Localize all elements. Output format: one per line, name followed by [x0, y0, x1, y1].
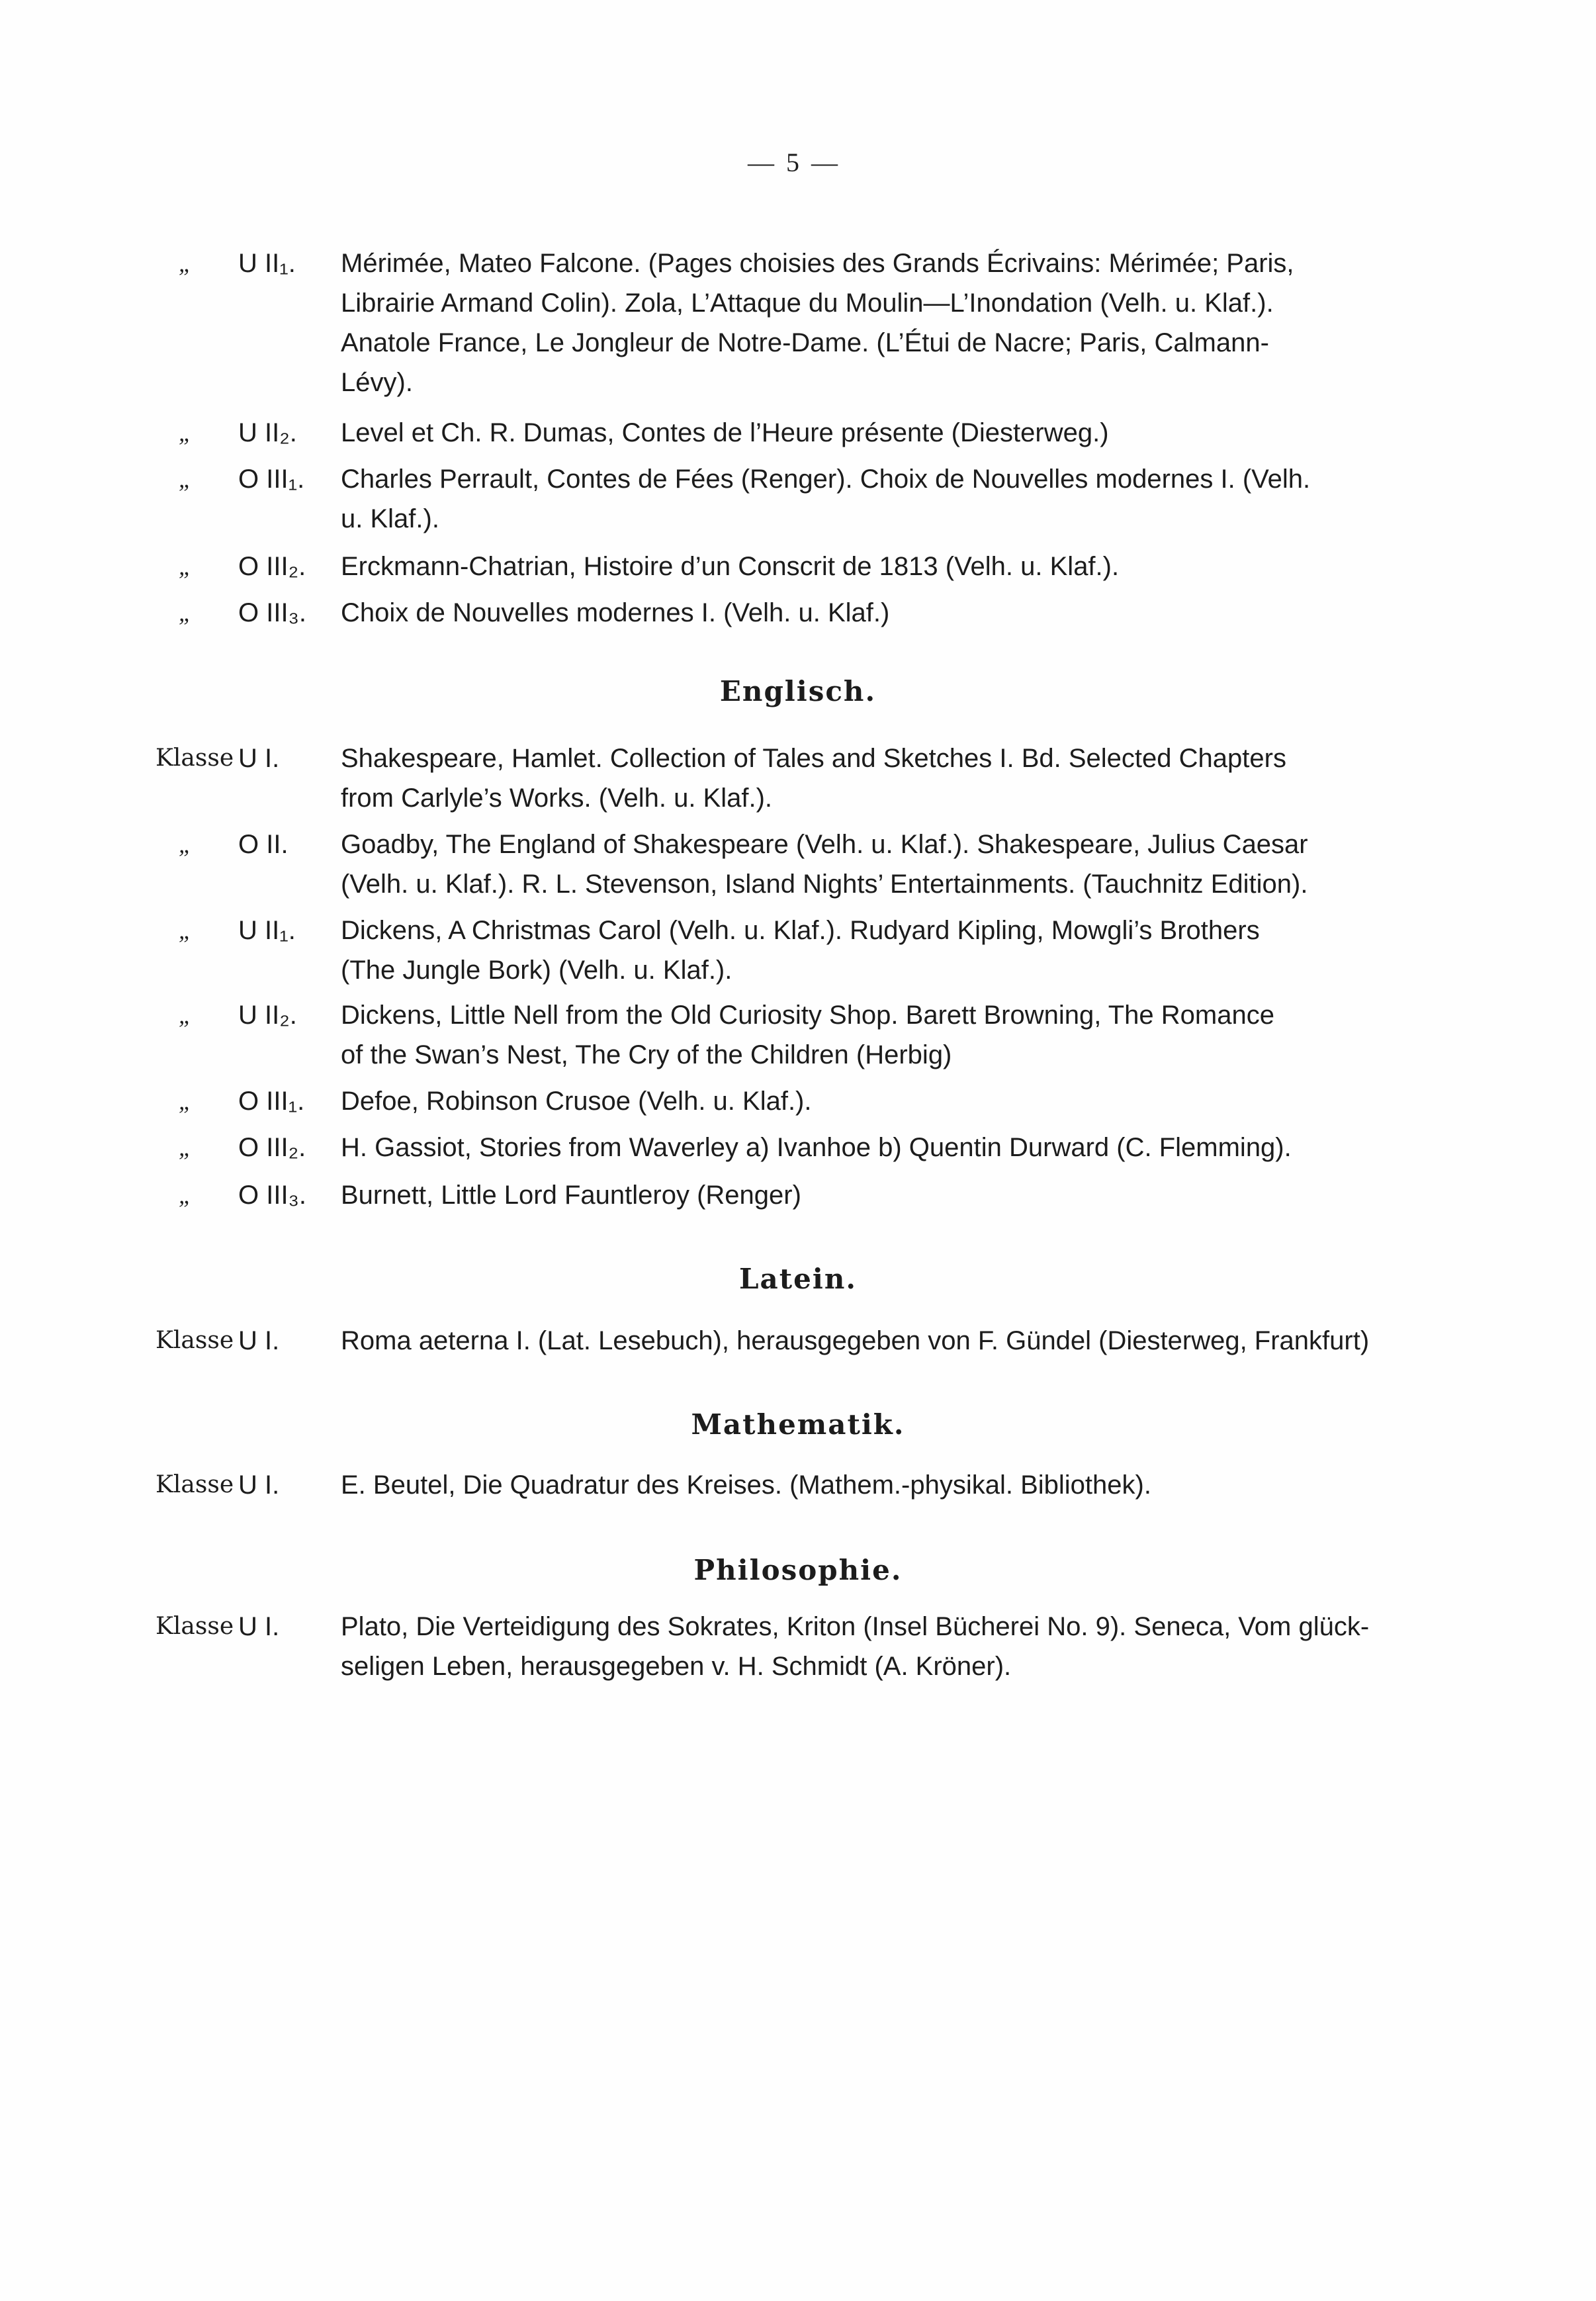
- book-entry: Roma aeterna I. (Lat. Lesebuch), herausgegeben von F. Gündel (Diesterweg, Frankfurt): [341, 1326, 1370, 1355]
- section-heading-latin: Latein.: [739, 1263, 857, 1295]
- class-label: U I.: [238, 1326, 280, 1355]
- ditto-mark: „: [179, 420, 193, 446]
- section-heading-english: Englisch.: [719, 675, 877, 707]
- class-label: U I.: [238, 744, 280, 773]
- klasse-label: Klasse: [155, 1471, 234, 1498]
- ditto-mark: „: [179, 250, 193, 277]
- klasse-label: Klasse: [155, 1327, 234, 1354]
- book-entry: Goadby, The England of Shakespeare (Velh. u. Klaf.). Shakespeare, Julius Caesar (Velh. u. Klaf.). R. L. Stevenson, Island Nights’ Entertainments. (Tauchnitz Edition).: [341, 830, 1308, 899]
- book-entry: Level et Ch. R. Dumas, Contes de l’Heure présente (Diesterweg.): [341, 418, 1109, 447]
- ditto-mark: „: [179, 600, 193, 626]
- ditto-mark: „: [179, 831, 193, 858]
- book-entry: H. Gassiot, Stories from Waverley a) Ivanhoe b) Quentin Durward (C. Flemming).: [341, 1133, 1292, 1162]
- book-entry: Choix de Nouvelles modernes I. (Velh. u. Klaf.): [341, 598, 890, 627]
- book-entry: E. Beutel, Die Quadratur des Kreises. (Mathem.-physikal. Bibliothek).: [341, 1470, 1151, 1500]
- section-heading-philosophy: Philosophie.: [693, 1554, 903, 1586]
- book-entry: Erckmann-Chatrian, Histoire d’un Conscrit de 1813 (Velh. u. Klaf.).: [341, 552, 1120, 581]
- ditto-mark: „: [179, 1002, 193, 1028]
- section-heading-math: Mathematik.: [691, 1408, 905, 1441]
- class-label: O III₁.: [238, 465, 305, 494]
- ditto-mark: „: [179, 553, 193, 580]
- book-entry: Dickens, Little Nell from the Old Curiosity Shop. Barett Browning, The Romance of the Swan’s Nest, The Cry of the Children (Herbig): [341, 1001, 1274, 1069]
- class-label: U II₂.: [238, 1001, 297, 1030]
- class-label: U II₂.: [238, 418, 297, 447]
- book-entry: Mérimée, Mateo Falcone. (Pages choisies des Grands Écrivains: Mérimée; Paris, Librairie Armand Colin). Zola, L’Attaque du Moulin—L’Inondation (Velh. u. Klaf.). Anatole France, Le Jongleur de Notre-Dame. (L’Étui de Nacre; Paris, Calmann- Lévy).: [341, 249, 1294, 397]
- ditto-mark: „: [179, 466, 193, 492]
- class-label: U I.: [238, 1470, 280, 1500]
- ditto-mark: „: [179, 1134, 193, 1161]
- class-label: U II₁.: [238, 916, 296, 945]
- klasse-label: Klasse: [155, 1613, 234, 1640]
- book-entry: Shakespeare, Hamlet. Collection of Tales and Sketches I. Bd. Selected Chapters from Carlyle’s Works. (Velh. u. Klaf.).: [341, 744, 1286, 813]
- class-label: O III₁.: [238, 1087, 305, 1116]
- class-label: O III₃.: [238, 1181, 306, 1210]
- book-entry: Dickens, A Christmas Carol (Velh. u. Klaf.). Rudyard Kipling, Mowgli’s Brothers (The Jungle Bork) (Velh. u. Klaf.).: [341, 916, 1260, 985]
- class-label: O III₂.: [238, 552, 306, 581]
- class-label: O III₃.: [238, 598, 306, 627]
- class-label: O II.: [238, 830, 288, 859]
- class-label: U I.: [238, 1612, 280, 1641]
- ditto-mark: „: [179, 1088, 193, 1114]
- class-label: O III₂.: [238, 1133, 306, 1162]
- class-label: U II₁.: [238, 249, 296, 278]
- book-entry: Plato, Die Verteidigung des Sokrates, Kriton (Insel Bücherei No. 9). Seneca, Vom glück- seligen Leben, herausgegeben v. H. Schmidt (A. Kröner).: [341, 1612, 1370, 1681]
- ditto-mark: „: [179, 1182, 193, 1208]
- ditto-mark: „: [179, 917, 193, 944]
- page-number: — 5 —: [748, 148, 840, 177]
- book-entry: Defoe, Robinson Crusoe (Velh. u. Klaf.).: [341, 1087, 812, 1116]
- book-entry: Charles Perrault, Contes de Fées (Renger). Choix de Nouvelles modernes I. (Velh. u. Klaf.).: [341, 465, 1311, 533]
- book-entry: Burnett, Little Lord Fauntleroy (Renger): [341, 1181, 801, 1210]
- klasse-label: Klasse: [155, 744, 234, 772]
